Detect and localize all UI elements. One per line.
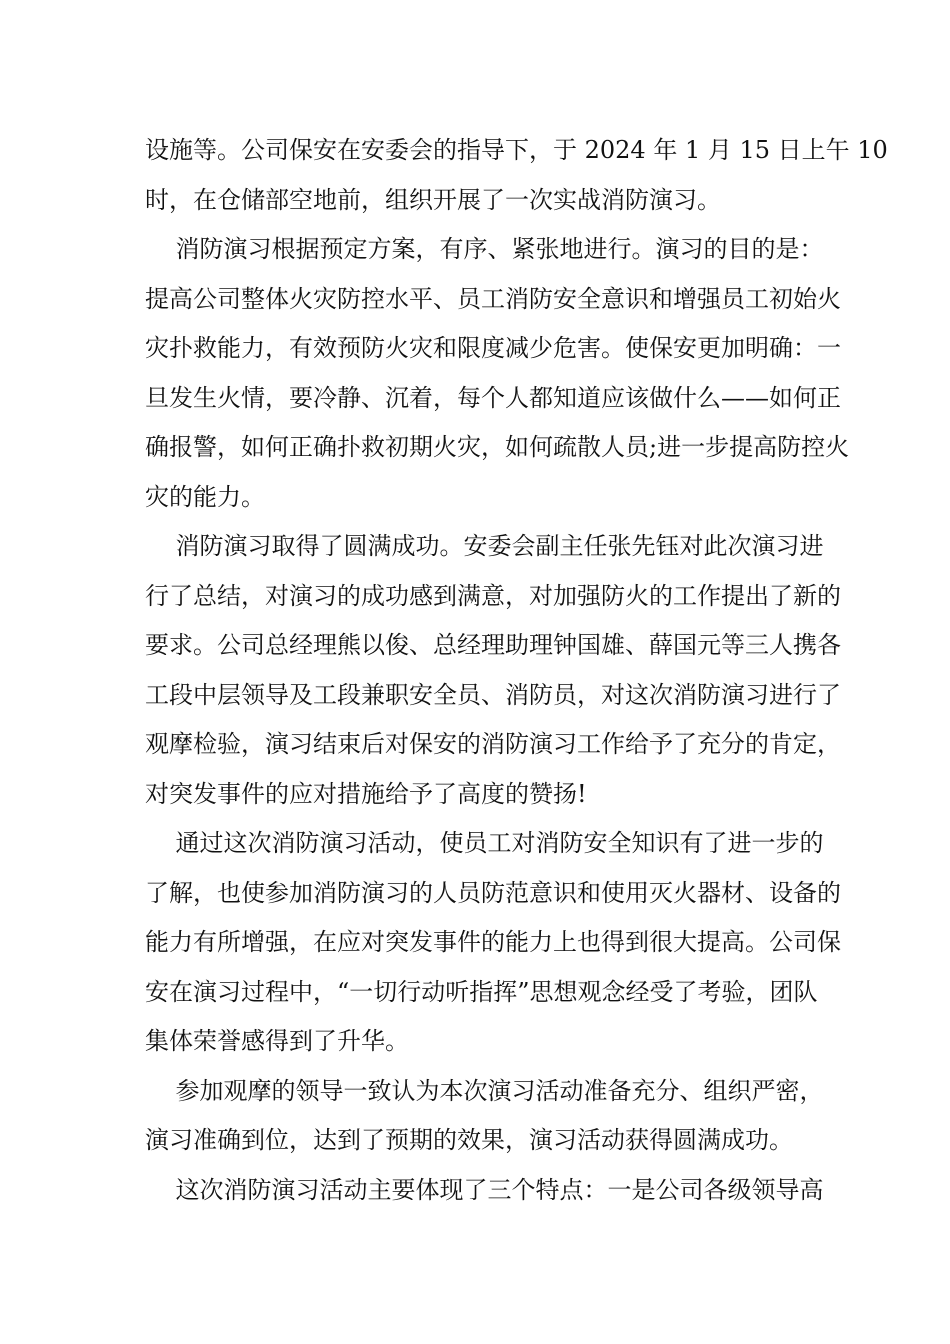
document-body (145, 126, 888, 1215)
text-line: 这次消防演习活动主要体现了三个特点：一是公司各级领导高 (145, 1175, 824, 1204)
text-line: 行了总结，对演习的成功感到满意，对加强防火的工作提出了新的 (145, 581, 841, 610)
text-line: 消防演习根据预定方案，有序、紧张地进行。演习的目的是： (145, 235, 824, 263)
text-line: 参加观摩的领导一致认为本次演习活动准备充分、组织严密， (145, 1076, 824, 1105)
text-line: 要求。公司总经理熊以俊、总经理助理钟国雄、薛国元等三人携各 (145, 631, 841, 659)
text-line: 能力有所增强，在应对突发事件的能力上也得到很大提高。公司保 (145, 928, 841, 956)
text-line: 工段中层领导及工段兼职安全员、消防员，对这次消防演习进行了 (145, 680, 841, 709)
text-line: 集体荣誉感得到了升华。 (145, 1027, 409, 1055)
text-line: 灾扑救能力，有效预防火灾和限度减少危害。使保安更加明确：一 (145, 334, 841, 362)
text-line: 对突发事件的应对措施给予了高度的赞扬! (145, 779, 587, 808)
text-line: 消防演习取得了圆满成功。安委会副主任张先钰对此次演习进 (145, 532, 824, 560)
text-line: 设施等。公司保安在安委会的指导下，于 2024 年 1 月 15 日上午 10 (145, 136, 888, 164)
text-line: 演习准确到位，达到了预期的效果，演习活动获得圆满成功。 (145, 1126, 793, 1154)
text-line: 旦发生火情，要冷静、沉着，每个人都知道应该做什么——如何正 (145, 383, 841, 412)
text-line: 了解，也使参加消防演习的人员防范意识和使用灭火器材、设备的 (145, 878, 841, 907)
text-line: 提高公司整体火灾防控水平、员工消防安全意识和增强员工初始火 (145, 284, 841, 313)
text-line: 通过这次消防演习活动，使员工对消防安全知识有了进一步的 (145, 829, 824, 857)
text-line: 确报警，如何正确扑救初期火灾，如何疏散人员;进一步提高防控火 (145, 433, 850, 461)
text-line: 观摩检验，演习结束后对保安的消防演习工作给予了充分的肯定， (145, 730, 841, 758)
text-line: 灾的能力。 (145, 482, 265, 511)
text-line: 安在演习过程中，“一切行动听指挥”思想观念经受了考验，团队 (145, 977, 818, 1006)
text-line: 时，在仓储部空地前，组织开展了一次实战消防演习。 (145, 185, 721, 214)
